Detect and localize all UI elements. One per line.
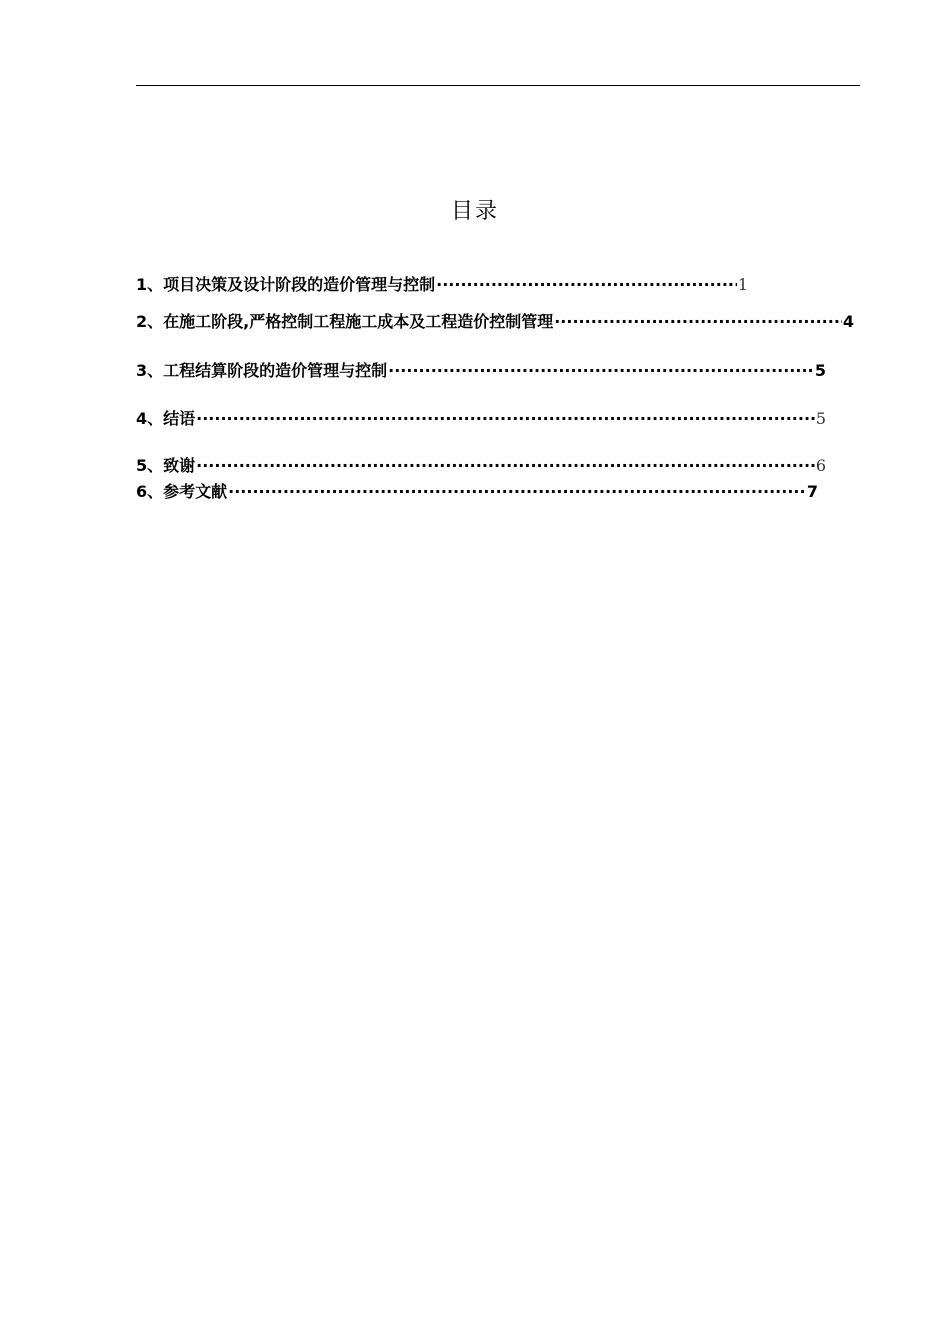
toc-entry-page: 5 — [814, 361, 826, 380]
toc-leader-dots — [388, 360, 814, 382]
toc-entry-6[interactable] — [136, 481, 818, 503]
toc-leader-dots — [196, 455, 815, 477]
toc-entry-page: 1 — [737, 275, 748, 294]
toc-entry-label: 5、致谢 — [136, 456, 196, 475]
toc-leader-dots — [196, 408, 815, 430]
toc-entry-label: 3、工程结算阶段的造价管理与控制 — [136, 361, 388, 380]
toc-leader-dots — [554, 311, 842, 333]
toc-leader-dots — [436, 274, 737, 296]
toc-entry-page: 7 — [806, 482, 818, 501]
toc-entry-label: 6、参考文献 — [136, 482, 228, 501]
toc-title: 目录 — [450, 199, 499, 224]
toc-entry-label: 1、项目决策及设计阶段的造价管理与控制 — [136, 275, 436, 294]
toc-entry-3[interactable] — [136, 360, 826, 382]
toc-entry-page: 5 — [815, 409, 826, 428]
toc-entry-2[interactable] — [136, 311, 854, 333]
toc-entry-5[interactable] — [136, 455, 826, 477]
toc-entry-1[interactable] — [136, 274, 748, 296]
toc-entry-page: 4 — [842, 312, 854, 331]
toc-entry-label: 4、结语 — [136, 409, 196, 428]
toc-entry-label: 2、在施工阶段,严格控制工程施工成本及工程造价控制管理 — [136, 312, 554, 331]
header-rule — [136, 85, 860, 86]
toc-entry-page: 6 — [815, 456, 826, 475]
toc-entry-4[interactable] — [136, 408, 826, 430]
toc-leader-dots — [228, 481, 806, 503]
